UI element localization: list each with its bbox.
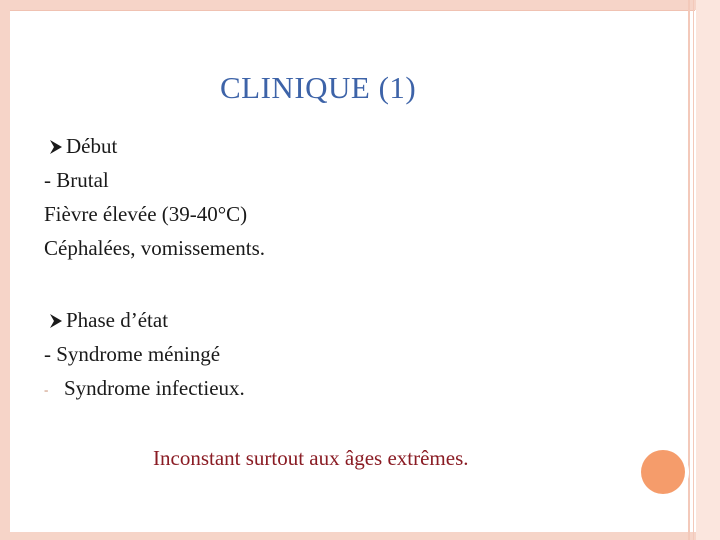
- orange-circle-icon: [641, 450, 685, 494]
- note-text: Inconstant surtout aux âges extrêmes.: [153, 446, 469, 470]
- bullet-debut: [50, 134, 117, 159]
- bullet-heading: Début: [66, 134, 118, 158]
- text-line: - Syndrome méningé: [44, 342, 221, 366]
- frame-top-line: [10, 10, 695, 11]
- arrowhead-bullet-icon: [50, 314, 62, 328]
- frame-right-line: [688, 0, 690, 540]
- slide-title: CLINIQUE (1): [220, 70, 417, 105]
- bullet-heading: Phase d’état: [66, 308, 169, 332]
- text-line: Syndrome infectieux.: [64, 376, 245, 400]
- text-line: Céphalées, vomissements.: [44, 236, 266, 260]
- bullet-phase-etat: [50, 308, 168, 333]
- frame-right-band: [696, 0, 720, 540]
- text-line: - Brutal: [44, 168, 109, 192]
- frame-right-line: [693, 0, 694, 540]
- small-dash-marker: -: [44, 382, 49, 397]
- text-line: Fièvre élevée (39-40°C): [44, 202, 248, 226]
- arrowhead-bullet-icon: [50, 140, 62, 154]
